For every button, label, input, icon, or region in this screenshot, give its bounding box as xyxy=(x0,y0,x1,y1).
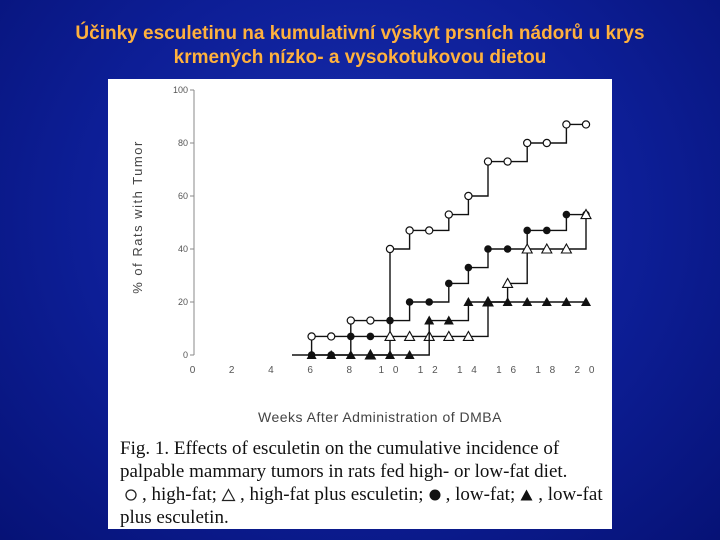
caption-line-4: plus esculetin. xyxy=(120,507,229,528)
y-tick-label: 100 xyxy=(172,85,188,95)
data-point xyxy=(308,333,315,340)
caption-line-3 xyxy=(120,483,606,506)
y-tick-label: 60 xyxy=(177,191,188,201)
data-point xyxy=(484,245,492,253)
x-tick-label: 1 0 xyxy=(378,365,402,376)
data-point xyxy=(367,333,375,341)
figure-caption xyxy=(120,437,606,529)
data-point xyxy=(426,227,433,234)
data-point xyxy=(543,227,551,235)
data-point xyxy=(445,280,453,288)
x-tick-label: 1 8 xyxy=(535,365,559,376)
data-point xyxy=(386,317,394,325)
x-tick-label: 2 0 xyxy=(574,365,598,376)
data-point xyxy=(504,158,511,165)
data-point xyxy=(563,121,570,128)
y-axis-label: % of Rats with Tumor xyxy=(130,140,145,294)
caption-legend-low-fat-esculetin: , low-fat xyxy=(538,484,603,505)
data-point xyxy=(425,298,433,306)
y-tick-label: 0 xyxy=(182,350,188,360)
series-line-open-triangle xyxy=(370,215,586,355)
y-tick-label: 40 xyxy=(177,244,188,254)
open-circle-icon xyxy=(124,488,138,502)
x-axis-label: Weeks After Administration of DMBA xyxy=(258,409,502,425)
data-point xyxy=(504,245,512,253)
data-point xyxy=(465,192,472,199)
x-tick-label: 0 xyxy=(189,365,199,376)
data-point xyxy=(563,211,571,219)
data-point xyxy=(386,245,393,252)
chart-series xyxy=(292,121,591,359)
caption-legend-low-fat: , low-fat; xyxy=(445,484,516,505)
data-point xyxy=(543,139,550,146)
caption-legend-high-fat-esculetin: , high-fat plus esculetin; xyxy=(239,484,424,505)
data-point xyxy=(406,227,413,234)
slide-title-line-2: krmených nízko- a vysokotukovou dietou xyxy=(173,47,547,68)
data-point xyxy=(484,158,491,165)
series-line-filled-triangle xyxy=(312,302,586,355)
data-point xyxy=(523,227,531,235)
x-tick-label: 2 xyxy=(228,365,238,376)
y-tick-label: 20 xyxy=(177,297,188,307)
x-tick-label: 1 6 xyxy=(496,365,520,376)
slide-title xyxy=(20,22,700,70)
data-point xyxy=(347,333,355,341)
caption-legend-high-fat: , high-fat; xyxy=(142,484,217,505)
data-point xyxy=(406,298,414,306)
y-tick-label: 80 xyxy=(177,138,188,148)
figure-panel xyxy=(108,79,612,529)
x-tick-label: 1 4 xyxy=(456,365,480,376)
x-tick-label: 1 2 xyxy=(417,365,441,376)
data-point xyxy=(524,139,531,146)
series-filled-triangle xyxy=(307,297,591,359)
filled-triangle-icon xyxy=(519,488,534,502)
slide-title-line-1: Účinky esculetinu na kumulativní výskyt prsních nádorů u krys xyxy=(75,23,645,44)
data-point xyxy=(347,317,354,324)
data-point xyxy=(367,317,374,324)
data-point xyxy=(445,211,452,218)
filled-circle-icon xyxy=(428,488,442,502)
x-tick-label: 6 xyxy=(307,365,316,376)
data-point xyxy=(465,264,473,272)
caption-line-2: palpable mammary tumors in rats fed high- or low-fat diet. xyxy=(120,461,568,482)
open-triangle-icon xyxy=(221,488,236,502)
data-point xyxy=(328,333,335,340)
x-tick-label: 8 xyxy=(346,365,356,376)
x-tick-label: 4 xyxy=(268,365,277,376)
caption-line-1: Fig. 1. Effects of esculetin on the cumulative incidence of xyxy=(120,438,560,459)
data-point xyxy=(582,121,589,128)
series-open-triangle xyxy=(365,210,591,359)
